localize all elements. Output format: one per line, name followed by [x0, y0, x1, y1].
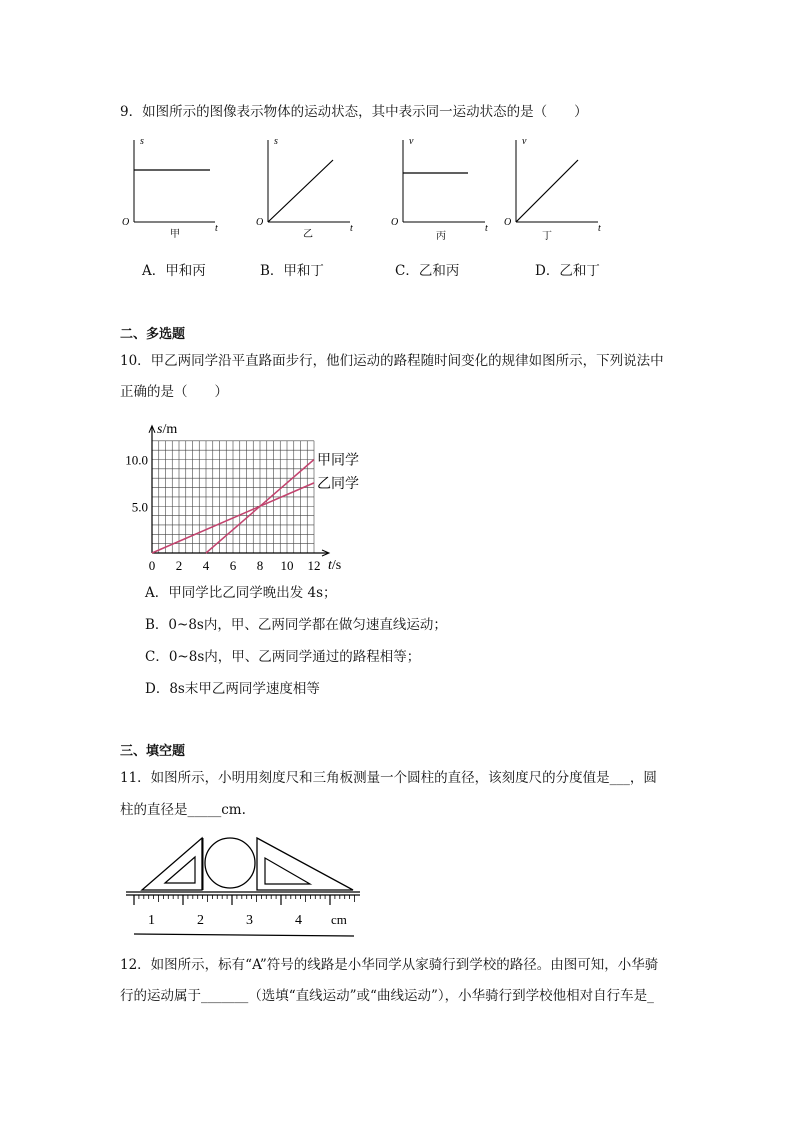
- ruler-figure: [120, 830, 380, 950]
- graph-jia-caption: 甲: [170, 229, 180, 240]
- section-fill-blank-title: 三、填空题: [120, 744, 186, 759]
- ruler: [126, 892, 360, 936]
- series-label-yi: 乙同学: [317, 476, 359, 492]
- q9-option-d[interactable]: D．乙和丁: [535, 263, 600, 279]
- graph-yi-origin: O: [256, 217, 264, 228]
- q9-option-a[interactable]: A．甲和丙: [142, 263, 206, 279]
- graph-jia: [122, 136, 218, 240]
- graph-yi-ylabel: s: [274, 136, 278, 147]
- graph-yi-caption: 乙: [303, 229, 313, 240]
- x-tick-label: 12: [307, 558, 321, 573]
- x-tick-label: 8: [256, 558, 264, 573]
- graph-bing: [391, 136, 488, 242]
- ruler-label-4: 4: [295, 913, 302, 928]
- q11-stem-line1: 11．如图所示，小明用刻度尺和三角板测量一个圆柱的直径，该刻度尺的分度值是___，圆: [120, 770, 657, 786]
- ruler-label-1: 1: [148, 913, 155, 928]
- q11-stem-line2: 柱的直径是_____cm.: [120, 802, 246, 818]
- ruler-ticks: [134, 895, 355, 905]
- q12-stem-line1: 12．如图所示，标有“A”符号的线路是小华同学从家骑行到学校的路径。由图可知，小华骑: [120, 957, 659, 973]
- q10-option-c[interactable]: C．0~8s内，甲、乙两同学通过的路程相等；: [145, 649, 421, 665]
- q9-graphs: [0, 130, 794, 270]
- cylinder-circle: [205, 838, 255, 888]
- ruler-unit: cm: [331, 912, 347, 927]
- q9-option-c[interactable]: C．乙和丙: [395, 263, 460, 279]
- graph-ding: [504, 136, 601, 242]
- x-tick-label: 10: [280, 558, 294, 573]
- q10-option-a[interactable]: A．甲同学比乙同学晚出发 4s；: [145, 585, 337, 601]
- chart-axes: [149, 426, 329, 556]
- left-set-square: [142, 838, 202, 890]
- q10-chart: [110, 405, 370, 575]
- x-tick-label: 2: [175, 558, 183, 573]
- y-axis-label: s/m: [157, 421, 178, 437]
- x-tick-label: 4: [202, 558, 210, 573]
- y-tick-label: 10.0: [125, 452, 148, 468]
- series-label-jia: 甲同学: [317, 453, 359, 469]
- ruler-label-3: 3: [246, 913, 253, 928]
- graph-jia-origin: O: [122, 217, 130, 228]
- q10-stem-line1: 10．甲乙两同学沿平直路面步行，他们运动的路程随时间变化的规律如图所示，下列说法中: [120, 353, 664, 369]
- ruler-label-2: 2: [197, 913, 204, 928]
- graph-ding-caption: 丁: [542, 231, 552, 242]
- graph-bing-xlabel: t: [485, 223, 488, 234]
- q12-stem-line2: 行的运动属于_______（选填“直线运动”或“曲线运动”），小华骑行到学校他相对自行车是_: [120, 988, 654, 1004]
- graph-bing-origin: O: [391, 217, 399, 228]
- graph-bing-caption: 丙: [436, 231, 446, 242]
- graph-ding-ylabel: v: [522, 136, 527, 147]
- graph-yi: [256, 136, 353, 240]
- x-axis-label: t/s: [328, 558, 342, 573]
- graph-yi-xlabel: t: [350, 223, 353, 234]
- graph-ding-origin: O: [504, 217, 512, 228]
- graph-ding-xlabel: t: [598, 223, 601, 234]
- graph-jia-xlabel: t: [215, 223, 218, 234]
- y-tick-label: 5.0: [131, 499, 148, 515]
- q10-stem-line2: 正确的是（ ）: [120, 384, 228, 400]
- chart-grid: [152, 441, 314, 553]
- x-tick-label: 6: [229, 558, 237, 573]
- q10-option-d[interactable]: D．8s末甲乙两同学速度相等: [145, 681, 320, 697]
- right-set-square: [257, 838, 353, 890]
- q9-option-b[interactable]: B．甲和丁: [260, 263, 324, 279]
- x-tick-label: 0: [148, 558, 156, 573]
- graph-jia-ylabel: s: [140, 136, 144, 147]
- graph-bing-ylabel: v: [409, 136, 414, 147]
- q10-option-b[interactable]: B．0~8s内，甲、乙两同学都在做匀速直线运动；: [145, 617, 447, 633]
- q9-stem: 9．如图所示的图像表示物体的运动状态，其中表示同一运动状态的是（ ）: [120, 104, 588, 120]
- section-multiple-choice-title: 二、多选题: [120, 327, 186, 342]
